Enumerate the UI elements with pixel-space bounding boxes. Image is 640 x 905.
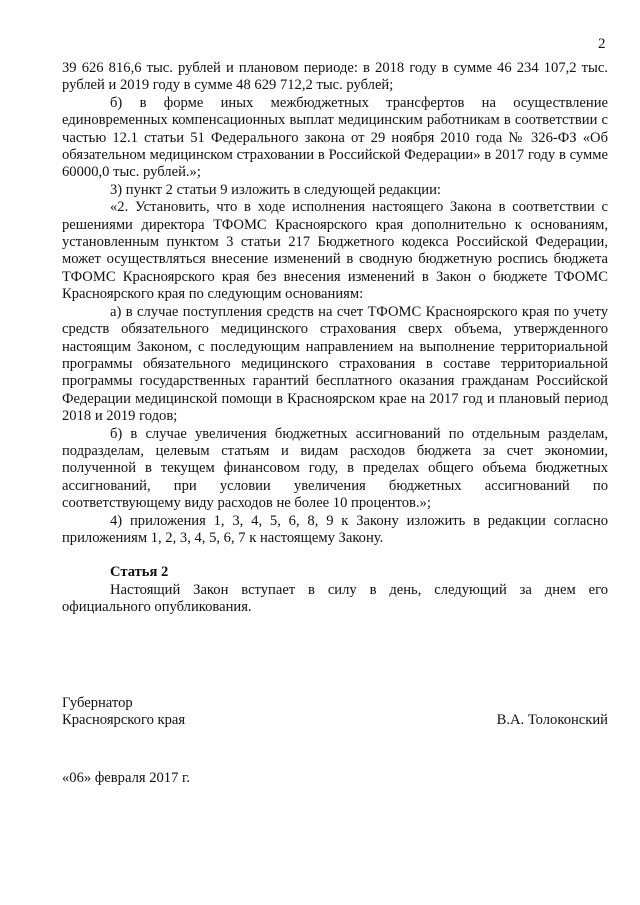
paragraph-2: б) в форме иных межбюджетных трансфертов на осуществление единовременных компенсационных выплат медицинским работникам в соответствии с частью 12.1 статьи 51 Федерального закона от 29 ноября 2010 года № 326-ФЗ «Об обязательном медицинском страховании в Российской Федерации» в 2017 году в сумме 60000,0 тыс. рублей.»; [62, 94, 608, 181]
paragraph-6: б) в случае увеличения бюджетных ассигнований по отдельным разделам, подразделам, целевым статьям и видам расходов бюджета за счет экономии, полученной в текущем финансовом году, в пределах общего объема бюджетных ассигнований, при условии увеличения бюджетных ассигнований по соответствующему виду расходов не более 10 процентов.»; [62, 425, 608, 512]
paragraph-1: 39 626 816,6 тыс. рублей и плановом периоде: в 2018 году в сумме 46 234 107,2 тыс. рублей и 2019 году в сумме 48 629 712,2 тыс. рублей; [62, 60, 608, 94]
paragraph-5: а) в случае поступления средств на счет ТФОМС Красноярского края по учету средств обязательного медицинского страхования сверх объема, утвержденного настоящим Законом, с последующим направлением на выполнение территориальной программы обязательного медицинского страхования в составе территориальной программы государственных гарантий бесплатного оказания гражданам Российской Федерации медицинской помощи в Красноярском крае на 2017 год и плановый период 2018 и 2019 годов; [62, 303, 608, 425]
document-body [62, 60, 608, 617]
signatory-position: Губернатор [62, 695, 133, 711]
paragraph-3: 3) пункт 2 статьи 9 изложить в следующей редакции: [110, 181, 441, 198]
signature-block [62, 695, 608, 730]
article-title: Статья 2 [110, 564, 169, 581]
paragraph-4: «2. Установить, что в ходе исполнения настоящего Закона в соответствии с решениями директора ТФОМС Красноярского края дополнительно к основаниям, установленным пунктом 3 статьи 217 Бюджетного кодекса Российской Федерации, может осуществляться внесение изменений в сводную бюджетную роспись бюджета ТФОМС Красноярского края без внесения изменений в Закон о бюджете ТФОМС Красноярского края по следующим основаниям: [62, 199, 608, 303]
article-text: Настоящий Закон вступает в силу в день, следующий за днем его официального опубликования. [62, 581, 608, 616]
page-number: 2 [598, 36, 606, 52]
signatory-region: Красноярского края [62, 712, 186, 729]
signatory-name: В.А. Толоконский [496, 712, 608, 729]
paragraph-7: 4) приложения 1, 3, 4, 5, 6, 8, 9 к Закону изложить в редакции согласно приложениям 1, 2, 3, 4, 5, 6, 7 к настоящему Закону. [62, 512, 608, 546]
document-date: «06» февраля 2017 г. [62, 770, 191, 786]
